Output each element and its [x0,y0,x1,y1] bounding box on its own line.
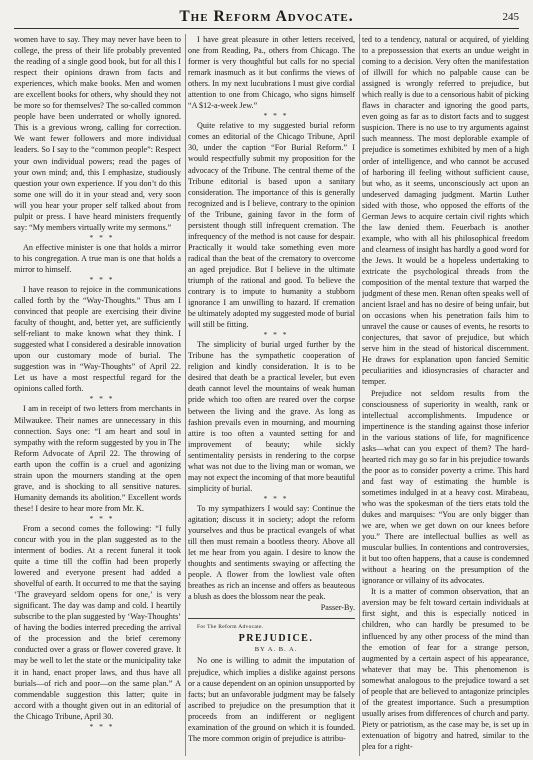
section-separator-stars: * * * [263,111,289,121]
column-1 [14,34,181,756]
section-separator-stars: * * * [263,493,289,503]
article-title: PREJUDICE. [238,633,314,645]
publication-title: The Reform Advocate. [179,8,354,25]
paragraph: The simplicity of burial urged further by the Tribune has the sympathetic cooperation of religion and kindly consideration. It is to be desired that death be a practical leveler, but even death cannot level the mountains of weak human pride which too often are reared over the corpse between the living and the grave. As long as fashion prevails even in mourning, and mourning attire is too often a vaunted setting for and improvement of beauty; while sickly sentimentality persists in rendering to the corpse what was not due to the living man or woman, we may not expect the incoming of that more beautiful simplicity of burial. [188,340,355,493]
paragraph: It is a matter of common observation, that an aversion may be felt toward certain individuals at first sight, and this is especially noticed in children, who can hardly be presumed to be influenced by any other process of the mind than the emotion of fear for a strange person, augmented by a certain aspect of his appearance, whatever that may be. This phenomenon is somewhat analogous to the prejudice toward a set of people that are believed to antagonize principles of the greatest importance. Such a presumption usually arises from differences of church and party. Piety or patriotism, as the case may be, is set up in extenuation of bigotry and hatred, similar to the plea for a right- [362,587,529,751]
section-separator-stars: * * * [89,721,115,731]
paragraph: women have to say. They may never have been to college, the press of their life probably prevented the reading of a single good book, but for all this I respect their opinions drawn from facts and experiences, which make books. Men and women are excellent books for others, why should they not be more so for themselves? The so-called common people have been underrated or wholly ignored. This is a grevious wrong, calling for correction. We want fewer followers and more individual leaders. So I say to the “common people”: Respect your own individual powers; read the pages of your own mind; and, this I emphasize, studiously question your own experience. If you don’t do this some one will do it in your stead and, very soon will you hear your proper self talked about from pulpit or press. I have heard ministers frequently say: “My members virtually write my sermons.” [14,35,181,232]
column-divider [185,34,186,756]
article-byline: BY A. B. A. [254,646,298,654]
header-rule [14,28,519,29]
paragraph: Quite relative to my suggested burial reform comes an editorial of the Chicago Tribune, April 30, under the caption “For Burial Reform.” I would respectfully submit my proposition for the advocacy of the Tribune. The central theme of the Tribune editorial is based upon a sanitary consideration. The importance of this is generally recognized and is I believe, contrary to the opinion of the Tribune, gaining favor in the form of persistent though still infrequent cremation. The infrequency of the method is not cause for despair. Practically it would take something even more radical than the beat of the crematory to overcome an aged prejudice. But I believe in the ultimate triumph of the rational and good. To believe the contrary is to impute to humanity a stubborn ignorance I am unwilling to hazard. If cremation be ultimately adopted my suggested mode of burial will still be fitting. [188,121,355,330]
article-separator [188,618,355,619]
paragraph: I am in receipt of two letters from merchants in Milwaukee. Their names are unnecessary in this connection. Says one: “I am heart and soul in sympathy with the reform suggested by you in The Reform Advocate of April 22. The throwing of earth upon the coffin is a cruel and agonizing strain upon the mourners standing at the open grave, and is shocking to all sensitive natures. Humanity demands its abolition.” Excellent words these! I desire to hear more from Mr. K. [14,404,181,513]
section-separator-stars: * * * [89,513,115,523]
for-tag: For The Reform Advocate. [197,624,264,631]
column-3 [362,34,529,756]
author-signature: Passer-By. [320,603,355,613]
section-separator-stars: * * * [89,274,115,284]
paragraph: From a second comes the following: “I fully concur with you in the plan suggested as to the interment of bodies. At a recent funeral it took quite a time till the coffin had been properly lowered and everyone present had added a shovelful of earth. It occurred to me that the saying ‘The graveyard seldom opens for one,’ is very significant. The day was damp and cold. I heartily subscribe to the plan suggested by ‘Way-Thoughts’ of having the bodies interred preceding the arrival of the procession and the brief ceremony conducted over a grass or flower covered grave. It may be well to let the state or the municipality take it in hand, enact proper laws, and thus have all burials—of rich and poor—on the same plan.” A commendable suggestion this latter; quite in accord with a thought given out in an editorial of the Chicago Tribune, April 30. [14,523,181,721]
paragraph: I have reason to rejoice in the communications called forth by the “Way-Thoughts.” Thus am I convinced that people are exercising their divine faculty of thought, and, better yet, are sufficiently self-reliant to make known what they think. I suggested what I considered a desirable innovation upon our customary mode of burial. The suggestion was in “Way-Thoughts” of April 22. Let us have a most respectful regard for the opinions called forth. [14,284,181,394]
paragraph: No one is willing to admit the imputation of prejudice, which implies a dislike against persons or a cause dependent on an opinion unsupported by facts; but an unfavorable judgment may be falsely ascribed to prejudice on the presumption that it proceeds from an indifferent or negligent examination of the ground on which it is founded. The more common origin of prejudice is attribu- [188,656,355,743]
column-divider [359,34,360,756]
paragraph: An effective minister is one that holds a mirror to his congregation. A true man is one that holds a mirror to himself. [14,242,181,274]
paragraph: Prejudice not seldom results from the consciousness of superiority in wealth, rank or intellectual accomplishments. Impudence or impertinence is the standing against those inferior in the various stations of life, for magnificence asks—what can you expect of them? The hard-hearted rich may go so far in his prejudice towards the poor as to consider poverty a crime. This hard and fast way of estimating the humble is sometimes indulged in at a heavy cost. Mirabeau, who was the spokesman of the tiers etats told the dukes and marquises: “You are only bigger than we are, when we get down on our knees before you.” There are intellectual bullies as well as muscular bullies. In contentions and controversies, it but too often happens, that a cause is condemned without a hearing on the presumption of the ignorance or villainy of its advocates. [362,388,529,586]
paragraph: ted to a tendency, natural or acquired, of yielding to a prepossession that exerts an undue weight in coming to a decision. Very often the manifestation of illwill for which no palpable cause can be assigned is wrongly referred to prejudice, but which really is due to a censorious habit of picking flaws in character and ignoring the good parts, even going as far as to distort facts and to suggest suspicion. There is no use to try arguments against such meanness. The most deplorable example of prejudice is sometimes exhibited by men of a high order of intelligence, and who cannot be accused of harboring ill feeling without sufficient cause, but who, as it seems, unconsciously act upon an undeserved damaging judgment. Martin Luther sided with those, who opposed the efforts of the German Jews to acquire certain civil rights which the law denied them. Feuerbach is another example, who with all his philosophical freedom and clearness of insight has hardly a good word for the Jews. It would be a hopeless undertaking to extricate the psychological threads from the composition of the mental texture that warped the judgment of these men. Renan often speaks well of ancient Israel and has no desire of being unfair, but on occasions when his penetration fails him to unravel the cause or causes of events, he resorts to conjectures, that savor of prejudice, but which serve him in the stead of historical discernment. He draws for explanation upon fancied Semitic peculiarities and idiosyncrasies of character and temper. [362,35,529,387]
page-number: 245 [502,11,519,23]
page-header [14,8,519,30]
paragraph: I have great pleasure in other letters received, one from Reading, Pa., others from Chicago. The former is very thoughtful but calls for no special remark inasmuch as it but confirms the views of others. In my next lucubrations I must give cordial attention to one from Chicago, who signs himself “A $12-a-week Jew.” [188,35,355,111]
column-2 [188,34,355,756]
section-separator-stars: * * * [89,394,115,404]
paragraph: To my sympathizers I would say: Continue the agitation; discuss it in society; adopt the reform yourselves and thus be practical evangels of what till then must remain a bootless theory. Above all let me hear from you again. I desire to know the thoughts and sentiments swaying or affecting the people. A flower from the lowliest vale often breathes as rich an incense and offers as beauteous a blush as does the blossom near the peak. [188,503,355,602]
section-separator-stars: * * * [89,232,115,242]
section-separator-stars: * * * [263,330,289,340]
